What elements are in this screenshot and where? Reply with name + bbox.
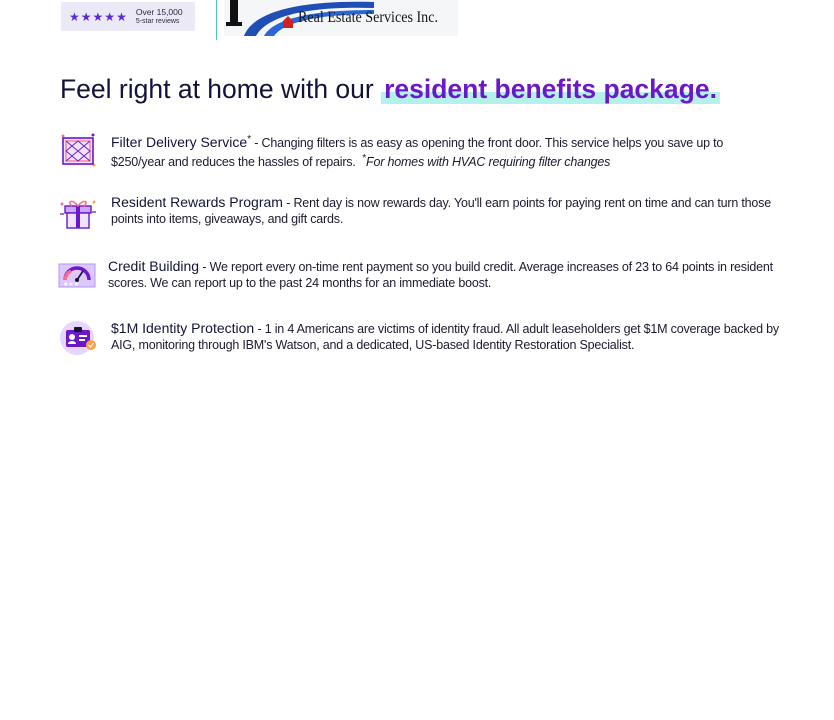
benefit-description: Rent day is now rewards day. You'll earn points for paying rent on time and can turn those points into items, giveaways, and gift cards.: [111, 196, 771, 226]
headline-lead: Feel right at home with our: [60, 74, 382, 104]
benefit-title: Resident Rewards Program: [111, 194, 283, 210]
company-logo[interactable]: [224, 0, 458, 36]
benefit-text: [111, 132, 776, 170]
page-headline: [60, 72, 720, 106]
benefit-description: 1 in 4 Americans are victims of identity fraud. All adult leaseholders get $1M coverage backed by AIG, monitoring through IBM's Watson, and a dedicated, US-based Identity Restoration Specialist.: [111, 322, 779, 352]
star-icon: ★: [116, 9, 127, 24]
star-icon: ★: [104, 9, 116, 24]
benefit-description: Changing filters is as easy as opening the front door. This service helps you save up to $250/year and reduces the hassles of repairs.: [111, 136, 724, 170]
star-icon: ★: [69, 9, 80, 24]
reviews-caption: 5-star reviews: [135, 17, 180, 25]
reviews-text: [136, 8, 183, 26]
benefit-text: [111, 320, 779, 353]
reviews-badge[interactable]: [61, 2, 195, 31]
separator: -: [251, 136, 262, 151]
gift-icon: [58, 194, 98, 232]
benefit-title: Credit Building: [108, 258, 200, 274]
svg-text:★★★: ★★★: [63, 281, 80, 288]
identity-badge-icon: [58, 320, 98, 358]
filter-icon: [58, 132, 98, 170]
reviews-count: Over 15,000: [135, 6, 183, 17]
star-icon: ★: [80, 9, 92, 24]
benefit-text: [108, 258, 776, 291]
benefit-footnote: For homes with HVAC requiring filter changes: [366, 155, 611, 170]
benefit-text: [111, 194, 776, 227]
headline-highlight: resident benefits package.: [381, 74, 720, 104]
star-icon: ★: [92, 9, 104, 24]
credit-gauge-icon: [58, 258, 98, 296]
logo-text: Real Estate Services Inc.: [298, 9, 438, 26]
separator: -: [199, 260, 210, 274]
benefit-description: We report every on-time rent payment so you build credit. Average increases of 23 to 64 points in resident scores. We can report up to the past 24 months for an immediate boost.: [108, 260, 773, 290]
separator: -: [282, 196, 294, 210]
top-bar: [0, 0, 834, 42]
benefit-title: $1M Identity Protection: [111, 320, 255, 336]
header-divider: [216, 0, 217, 40]
footnote-asterisk: *: [362, 153, 367, 165]
benefit-title: Filter Delivery Service: [111, 134, 248, 151]
star-rating: [69, 11, 127, 23]
separator: -: [254, 322, 265, 336]
title-asterisk: *: [247, 134, 251, 145]
